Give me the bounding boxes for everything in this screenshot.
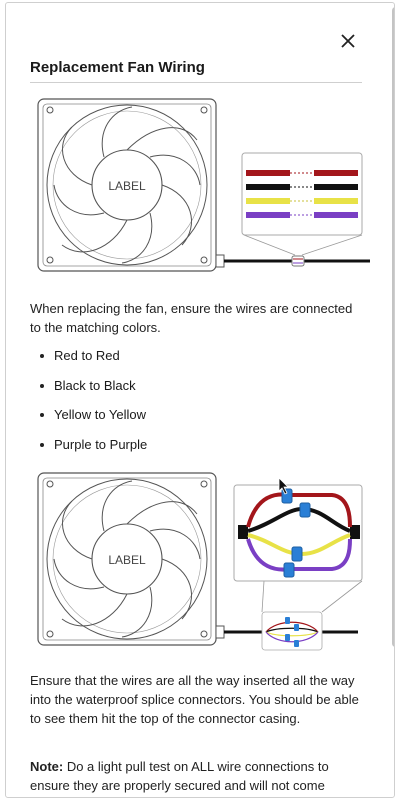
- close-icon: [336, 29, 360, 53]
- note-paragraph: [30, 757, 364, 795]
- dialog-title: Replacement Fan Wiring: [30, 59, 205, 76]
- wiring-dialog: [5, 2, 395, 798]
- list-item: Black to Black: [30, 377, 147, 407]
- scrollbar[interactable]: [392, 7, 395, 647]
- fan-label: LABEL: [108, 179, 146, 193]
- color-match-list: [30, 347, 147, 466]
- mouse-cursor-icon: [278, 477, 290, 495]
- list-item: Red to Red: [30, 347, 147, 377]
- close-button[interactable]: [336, 29, 360, 53]
- intro-text: When replacing the fan, ensure the wires are connected to the matching colors.: [30, 301, 353, 335]
- title-divider: [30, 82, 362, 83]
- fan-wiring-diagram: [32, 95, 370, 281]
- note-label: Note:: [30, 759, 64, 774]
- list-item: Purple to Purple: [30, 436, 147, 466]
- list-item: Yellow to Yellow: [30, 406, 147, 436]
- note-text: Do a light pull test on ALL wire connections to ensure they are properly secured and will not come: [30, 759, 329, 793]
- splice-connector-diagram: [32, 469, 370, 653]
- splice-instructions: Ensure that the wires are all the way inserted all the way into the waterproof splice connectors. You should be able to see them hit the top of the connector casing.: [30, 673, 359, 726]
- fan-label-2: LABEL: [108, 553, 146, 567]
